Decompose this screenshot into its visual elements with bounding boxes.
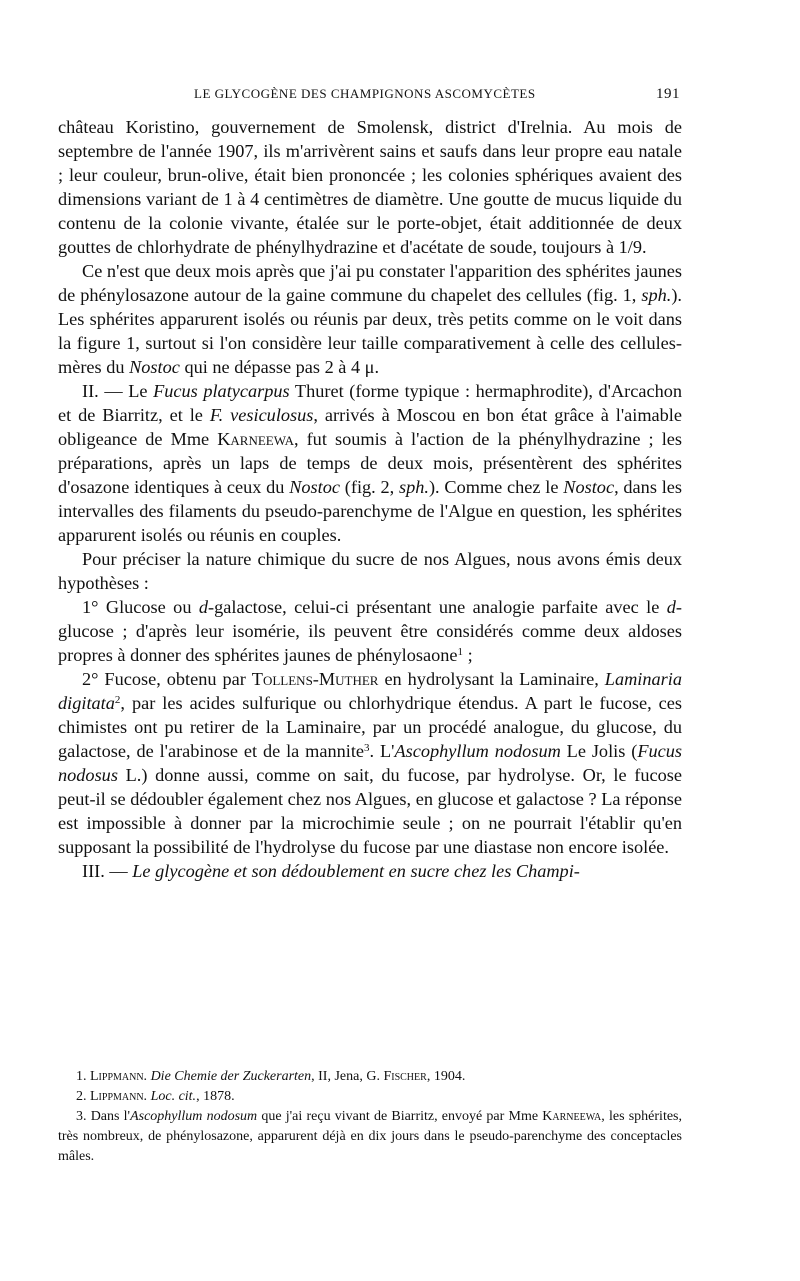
author-name: Tollens-Muther <box>251 669 379 689</box>
footnote-ref: 3 <box>364 741 370 754</box>
text-span: II. — Le <box>82 381 154 401</box>
paragraph-4 <box>58 547 682 595</box>
text-span: Ce n'est que deux mois après que j'ai pu constater l'apparition des sphérites jaunes de phénylosazone autour de la gaine commune du chapelet des cellules (fig. 1, <box>58 261 682 305</box>
honorific: Mme <box>508 1109 539 1124</box>
text-span: 2° Fucose, obtenu par <box>82 669 252 689</box>
footnote-1 <box>58 1067 682 1087</box>
text-span: Thuret (forme typique : hermaphrodite), d'Arcachon et de Biarritz, et le <box>58 381 682 425</box>
paragraph-5 <box>58 595 682 667</box>
text-span: qui ne dépasse pas 2 à 4 μ. <box>179 357 380 377</box>
paragraph-7 <box>58 859 682 883</box>
italic-term: Ascophyllum nodosum <box>394 741 561 761</box>
text-span: ; <box>463 645 473 665</box>
paragraph-1-text: château Koristino, gouvernement de Smolensk, district d'Irelnia. Au mois de septembre de l'année 1907, ils m'arrivèrent sains et saufs dans leur propre eau natale ; leur couleur, brun-olive, était bien prononcée ; les colonies sphériques avaient des dimensions variant de 1 à 4 centimètres de diamètre. Une goutte de mucus liquide du contenu de la colonie vivante, étalée sur le porte-objet, était additionnée de deux gouttes de chlorhydrate de phénylhydrazine et d'acétate de soude, toujours à 1/9. <box>58 117 682 257</box>
text-span: , fut soumis à l'action de la phénylhydrazine ; les préparations, après un laps de temps de deux mois, présentèrent des sphérites d'osazone identiques à ceux du <box>58 429 682 497</box>
italic-term: sph. <box>641 285 672 305</box>
italic-term: F. vesiculosus <box>209 405 314 425</box>
text-span: , II, Jena, G. <box>311 1069 384 1084</box>
italic-term: Nostoc <box>289 477 341 497</box>
paragraph-6 <box>58 667 682 859</box>
author-name: Karneewa <box>542 1109 602 1124</box>
footnotes <box>58 1067 682 1167</box>
footnote-ref: 2 <box>114 693 121 706</box>
footnote-3 <box>58 1107 682 1167</box>
text-span: ). Les sphérites apparurent isolés ou réunis par deux, très petits comme on le voit dans la figure 1, surtout si l'on considère leur taille comparativement à celle des cellules-mères du <box>58 285 682 377</box>
paragraph-1 <box>58 115 682 259</box>
italic-term: Die Chemie der Zuckerarten <box>150 1069 312 1084</box>
italic-term: Laminaria digitata <box>58 669 682 713</box>
text-span: III. — <box>82 861 133 881</box>
italic-term: Ascophyllum nodosum <box>130 1109 258 1124</box>
footnote-number: 1. <box>76 1069 90 1084</box>
italic-term: Nostoc <box>129 357 180 377</box>
footnote-ref: 1 <box>457 645 464 658</box>
footnote-number: 2. <box>76 1089 90 1104</box>
paragraph-3 <box>58 379 682 547</box>
author-name: Lippmann. <box>90 1089 148 1104</box>
italic-term: sph. <box>399 477 429 497</box>
italic-term: Loc. cit. <box>150 1089 197 1104</box>
text-span: -galactose, celui-ci présentant une analogie parfaite avec le <box>208 597 667 617</box>
italic-term: d <box>198 597 209 617</box>
text-span: . L' <box>369 741 395 761</box>
italic-term: Nostoc <box>563 477 615 497</box>
footnote-number: 3. Dans l' <box>76 1109 131 1124</box>
text-span: , 1878. <box>196 1089 235 1104</box>
author-name: Karneewa <box>217 429 294 449</box>
text-span: , 1904. <box>426 1069 466 1084</box>
page-number: 191 <box>656 86 680 102</box>
text-span: L.) donne aussi, comme on sait, du fucose, par hydrolyse. Or, le fucose peut-il se dédoubler également chez nos Algues, en glucose et galactose ? La réponse est impossible à donner par la microchimie seule ; on ne pourrait l'établir qu'en supposant la possibilité de l'hydrolyse du fucose par une diastase non encore isolée. <box>58 765 682 857</box>
text-span: , par les acides sulfurique ou chlorhydrique étendus. A part le fucose, ces chimistes ont pu retirer de la Laminaire, par un procédé analogue, du glucose, du galactose, de l'arabinose et de la mannite <box>58 693 682 761</box>
footnote-2 <box>58 1087 682 1107</box>
text-span: Pour préciser la nature chimique du sucre de nos Algues, nous avons émis deux hypothèses : <box>58 549 682 593</box>
paragraph-2 <box>58 259 682 379</box>
author-name: Fischer <box>383 1069 427 1084</box>
italic-term: Fucus platycarpus <box>153 381 290 401</box>
text-span: en hydrolysant la Laminaire, <box>378 669 605 689</box>
text-span: (fig. 2, <box>340 477 399 497</box>
main-text <box>58 115 682 883</box>
italic-term: Fucus nodosus <box>58 741 682 785</box>
text-span: , dans les intervalles des filaments du pseudo-parenchyme de l'Algue en question, les sphérites apparurent isolés ou réunis en couples. <box>58 477 683 545</box>
honorific: Mme <box>170 429 210 449</box>
text-span: ). Comme chez le <box>428 477 564 497</box>
text-span: que j'ai reçu vivant de Biarritz, envoyé par <box>257 1109 509 1124</box>
text-span: , les sphérites, très nombreux, de phénylosazone, apparurent déjà en dix jours dans le pseudo-parenchyme des conceptacles mâles. <box>58 1109 682 1164</box>
text-span: 1° Glucose ou <box>82 597 199 617</box>
italic-term: d <box>666 597 676 617</box>
text-span: , arrivés à Moscou en bon état grâce à l'aimable obligeance de <box>58 405 683 449</box>
section-heading-italic: Le glycogène et son dédoublement en sucre chez les Champi- <box>132 861 580 881</box>
text-span: Le Jolis ( <box>560 741 638 761</box>
text-span: -glucose ; d'après leur isomérie, ils peuvent être considérés comme deux aldoses propres à donner des sphérites jaunes de phénylosaone <box>58 597 682 665</box>
running-title: LE GLYCOGÈNE DES CHAMPIGNONS ASCOMYCÈTES <box>194 86 536 101</box>
author-name: Lippmann. <box>90 1069 148 1084</box>
